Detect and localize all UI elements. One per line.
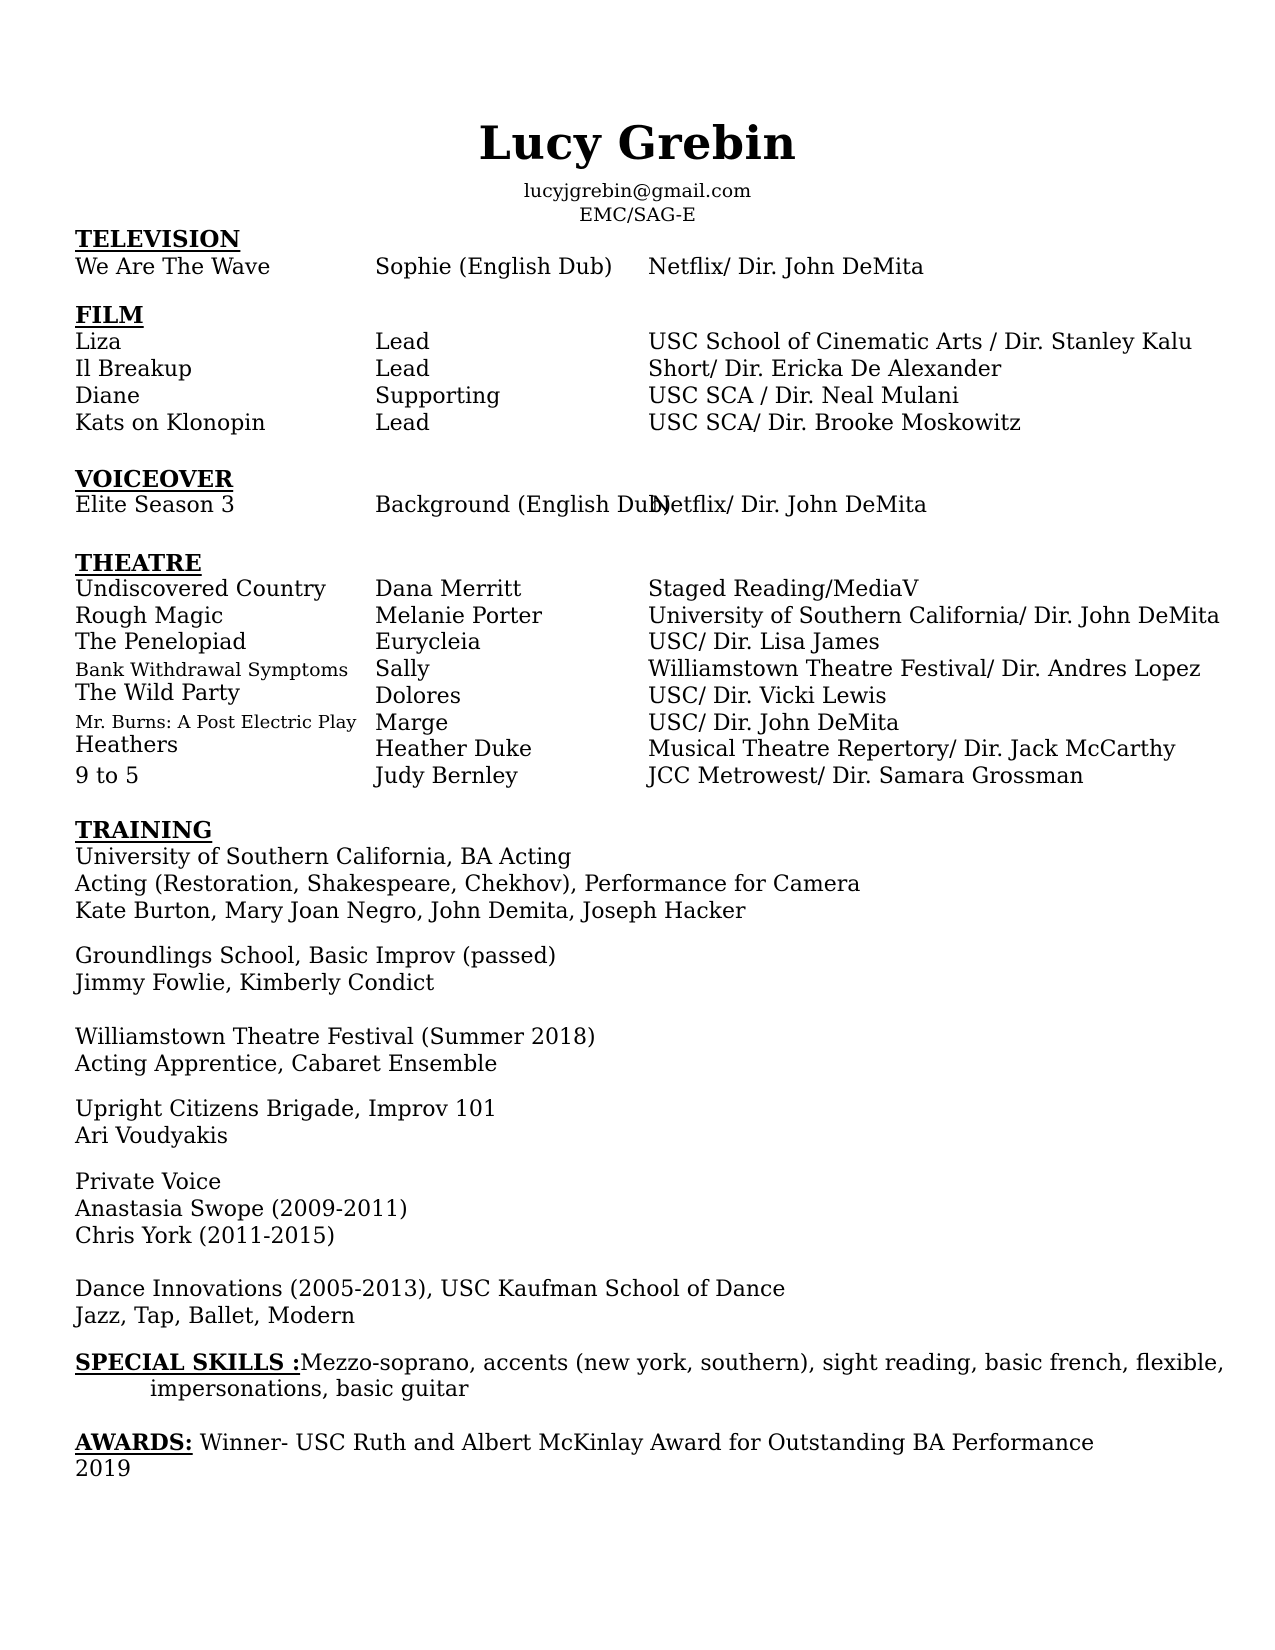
awards-year: 2019 xyxy=(75,1457,131,1482)
union-status: EMC/SAG-E xyxy=(579,204,696,226)
credit-row xyxy=(0,764,1275,792)
credit-production: USC SCA / Dir. Neal Mulani xyxy=(648,384,959,409)
credit-production: Williamstown Theatre Festival/ Dir. Andres Lopez xyxy=(648,657,1201,682)
credit-production: Netflix/ Dir. John DeMita xyxy=(651,493,927,518)
email-address: lucyjgrebin@gmail.com xyxy=(523,180,752,202)
credit-role: Sophie (English Dub) xyxy=(375,255,613,280)
credit-production: USC School of Cinematic Arts / Dir. Stanley Kalu xyxy=(648,330,1193,355)
credit-production: USC/ Dir. Lisa James xyxy=(648,630,880,655)
credit-row xyxy=(0,604,1275,632)
credit-role: Heather Duke xyxy=(375,737,533,762)
credit-title: The Wild Party xyxy=(75,681,240,706)
credit-title: 9 to 5 xyxy=(75,764,140,789)
credit-production: University of Southern California/ Dir. John DeMita xyxy=(648,604,1220,629)
awards xyxy=(75,1430,1094,1456)
credit-row xyxy=(0,630,1275,658)
training-line: Jazz, Tap, Ballet, Modern xyxy=(75,1304,356,1329)
awards-text: Winner- USC Ruth and Albert McKinlay Award for Outstanding BA Performance xyxy=(192,1431,1095,1456)
resume-name: Lucy Grebin xyxy=(478,116,797,170)
training-line: Ari Voudyakis xyxy=(75,1124,229,1149)
training-line: Jimmy Fowlie, Kimberly Condict xyxy=(75,971,435,996)
section-heading-special-skills: SPECIAL SKILLS : xyxy=(75,1350,301,1376)
credit-role: Dana Merritt xyxy=(375,577,522,602)
credit-production: Short/ Dir. Ericka De Alexander xyxy=(648,357,1002,382)
credit-production: JCC Metrowest/ Dir. Samara Grossman xyxy=(648,764,1084,789)
special-skills xyxy=(75,1350,1224,1376)
credit-title: Kats on Klonopin xyxy=(75,411,266,436)
training-line: Anastasia Swope (2009-2011) xyxy=(75,1197,408,1222)
section-heading-film: FILM xyxy=(75,302,144,329)
credit-title: Il Breakup xyxy=(75,357,193,382)
credit-title: Diane xyxy=(75,384,140,409)
credit-production: Musical Theatre Repertory/ Dir. Jack McCarthy xyxy=(648,737,1176,762)
credit-title: We Are The Wave xyxy=(75,255,271,280)
credit-title: The Penelopiad xyxy=(75,630,247,655)
credit-role: Eurycleia xyxy=(375,630,481,655)
special-skills-continued: impersonations, basic guitar xyxy=(150,1377,469,1402)
training-line: Upright Citizens Brigade, Improv 101 xyxy=(75,1097,497,1122)
credit-row xyxy=(0,357,1275,385)
training-line: Private Voice xyxy=(75,1170,222,1195)
credit-row xyxy=(0,255,1275,283)
section-heading-television: TELEVISION xyxy=(75,226,241,253)
credit-role: Lead xyxy=(375,357,430,382)
credit-role: Judy Bernley xyxy=(375,764,518,789)
credit-production: Netflix/ Dir. John DeMita xyxy=(648,255,924,280)
credit-production: USC/ Dir. Vicki Lewis xyxy=(648,684,887,709)
credit-title: Rough Magic xyxy=(75,604,224,629)
credit-title: Liza xyxy=(75,330,122,355)
credit-role: Supporting xyxy=(375,384,501,409)
training-line: Acting Apprentice, Cabaret Ensemble xyxy=(75,1052,498,1077)
credit-row xyxy=(0,411,1275,439)
credit-role: Lead xyxy=(375,411,430,436)
section-heading-theatre: THEATRE xyxy=(75,550,202,577)
section-heading-awards: AWARDS: xyxy=(75,1430,193,1456)
credit-role: Lead xyxy=(375,330,430,355)
training-line: Chris York (2011-2015) xyxy=(75,1224,336,1249)
credit-title: Undiscovered Country xyxy=(75,577,326,602)
training-line: Williamstown Theatre Festival (Summer 2018) xyxy=(75,1025,596,1050)
credit-production: USC SCA/ Dir. Brooke Moskowitz xyxy=(648,411,1021,436)
credit-row xyxy=(0,384,1275,412)
section-heading-voiceover: VOICEOVER xyxy=(75,466,234,493)
special-skills-text: Mezzo-soprano, accents (new york, southern), sight reading, basic french, flexible, xyxy=(300,1351,1225,1376)
section-heading-training: TRAINING xyxy=(75,817,213,844)
credit-row xyxy=(0,330,1275,358)
credit-row xyxy=(0,733,1275,761)
credit-row xyxy=(0,681,1275,709)
credit-row xyxy=(0,493,1275,521)
credit-role: Background (English Dub) xyxy=(375,493,672,518)
credit-production: USC/ Dir. John DeMita xyxy=(648,711,900,736)
credit-row xyxy=(0,577,1275,605)
training-line: Dance Innovations (2005-2013), USC Kaufman School of Dance xyxy=(75,1277,786,1302)
credit-role: Melanie Porter xyxy=(375,604,542,629)
credit-title: Heathers xyxy=(75,733,179,758)
credit-production: Staged Reading/MediaV xyxy=(648,577,919,602)
training-line: Kate Burton, Mary Joan Negro, John Demita, Joseph Hacker xyxy=(75,899,746,924)
credit-role: Dolores xyxy=(375,684,461,709)
credit-title: Bank Withdrawal Symptoms xyxy=(75,659,349,681)
training-line: Acting (Restoration, Shakespeare, Chekhov), Performance for Camera xyxy=(75,872,861,897)
credit-role: Marge xyxy=(375,711,449,736)
training-line: Groundlings School, Basic Improv (passed) xyxy=(75,944,557,969)
credit-role: Sally xyxy=(375,657,430,682)
credit-title: Elite Season 3 xyxy=(75,493,235,518)
credit-title: Mr. Burns: A Post Electric Play xyxy=(75,712,357,733)
training-line: University of Southern California, BA Acting xyxy=(75,845,572,870)
